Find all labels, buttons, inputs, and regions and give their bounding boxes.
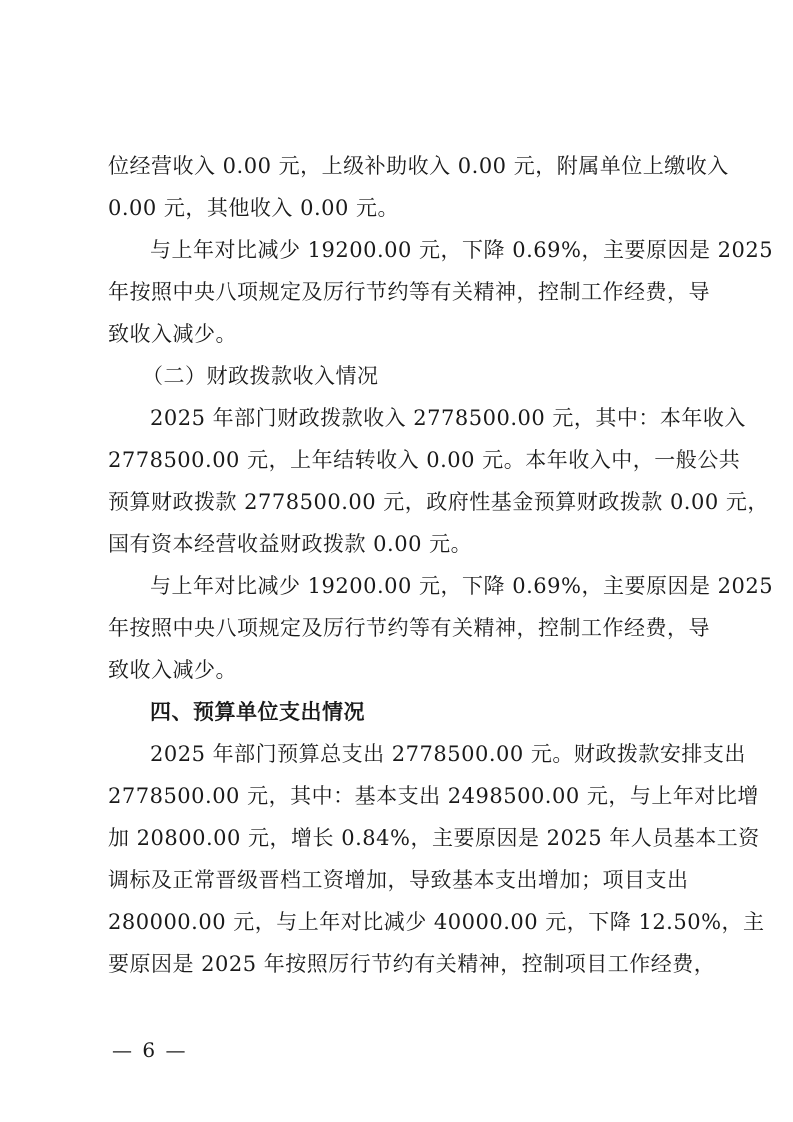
paragraph-line: 国有资本经营收益财政拨款 0.00 元。	[108, 532, 473, 556]
paragraph-line: 加 20800.00 元，增长 0.84%，主要原因是 2025 年人员基本工资	[108, 826, 760, 850]
section-heading: 四、预算单位支出情况	[150, 700, 365, 724]
paragraph-line: 致收入减少。	[108, 322, 237, 346]
section-subheading: （二）财政拨款收入情况	[142, 364, 379, 388]
paragraph-line: 2778500.00 元，上年结转收入 0.00 元。本年收入中，一般公共	[108, 448, 741, 472]
paragraph-line: 与上年对比减少 19200.00 元，下降 0.69%，主要原因是 2025	[150, 574, 774, 598]
page-number: — 6 —	[112, 1038, 188, 1062]
paragraph-line: 0.00 元，其他收入 0.00 元。	[108, 196, 400, 220]
paragraph-line: 280000.00 元，与上年对比减少 40000.00 元，下降 12.50%，主	[108, 910, 765, 934]
paragraph-line: 致收入减少。	[108, 658, 237, 682]
paragraph-line: 位经营收入 0.00 元，上级补助收入 0.00 元，附属单位上缴收入	[108, 154, 729, 178]
paragraph-line: 年按照中央八项规定及厉行节约等有关精神，控制工作经费，导	[108, 616, 710, 640]
paragraph-line: 与上年对比减少 19200.00 元，下降 0.69%，主要原因是 2025	[150, 238, 774, 262]
paragraph-line: 2025 年部门财政拨款收入 2778500.00 元，其中：本年收入	[150, 406, 746, 430]
paragraph-line: 2025 年部门预算总支出 2778500.00 元。财政拨款安排支出	[150, 742, 746, 766]
paragraph-line: 调标及正常晋级晋档工资增加，导致基本支出增加；项目支出	[108, 868, 689, 892]
paragraph-line: 2778500.00 元，其中：基本支出 2498500.00 元，与上年对比增	[108, 784, 759, 808]
paragraph-line: 年按照中央八项规定及厉行节约等有关精神，控制工作经费，导	[108, 280, 710, 304]
paragraph-line: 预算财政拨款 2778500.00 元，政府性基金预算财政拨款 0.00 元，	[108, 490, 769, 514]
paragraph-line: 要原因是 2025 年按照厉行节约有关精神，控制项目工作经费，	[108, 952, 716, 976]
